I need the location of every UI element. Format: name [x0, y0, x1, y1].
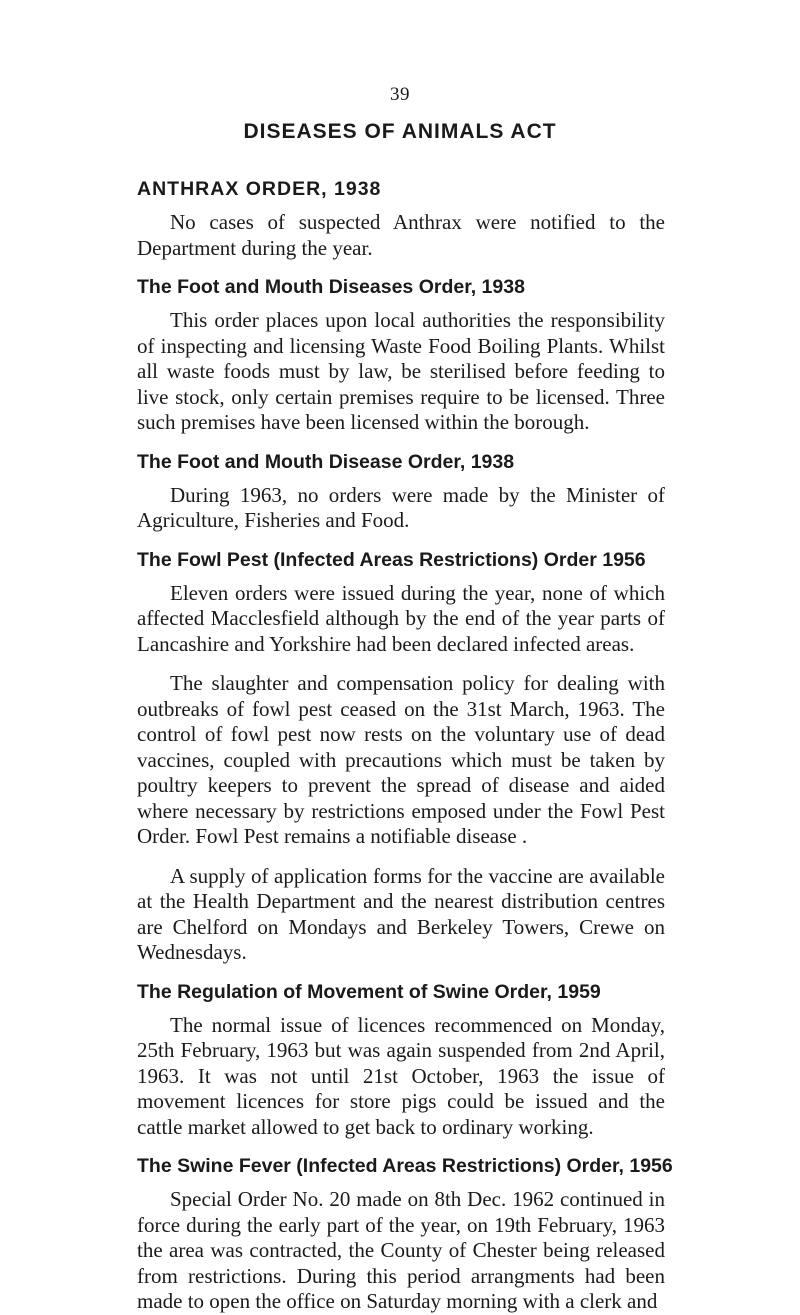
section-swine-fever-order — [137, 1153, 673, 1315]
section-foot-and-mouth-diseases-order — [137, 274, 665, 436]
section-foot-and-mouth-disease-order — [137, 449, 665, 534]
paragraph: The normal issue of licences recommenced on Monday, 25th February, 1963 but was again suspended from 2nd April, 1963. It was not until 21st October, 1963 the issue of movement licences for store pigs could be issued and the cattle market allowed to get back to ordinary working. — [137, 1012, 665, 1139]
section-heading: The Fowl Pest (Infected Areas Restrictions) Order 1956 — [137, 548, 646, 571]
paragraph: A supply of application forms for the vaccine are available at the Health Department and the nearest distribution centres are Chelford on Mondays and Berkeley Towers, Crewe on Wednesdays. — [137, 863, 665, 964]
paragraph: Eleven orders were issued during the year, none of which affected Macclesfield although by the end of the year parts of Lancashire and Yorkshire had been declared infected areas. — [137, 580, 665, 656]
section-heading: The Regulation of Movement of Swine Order, 1959 — [137, 980, 601, 1003]
section-heading: The Foot and Mouth Disease Order, 1938 — [137, 450, 515, 473]
section-anthrax-order — [137, 176, 665, 261]
paragraph: Special Order No. 20 made on 8th Dec. 1962 continued in force during the early part of the year, on 19th February, 1963 the area was contracted, the County of Chester being released from restrictions. During this period arrangments had been made to open the office on Saturday morning with a clerk and — [137, 1187, 665, 1313]
document-body — [137, 176, 673, 1315]
section-heading: ANTHRAX ORDER, 1938 — [137, 178, 382, 200]
section-heading: The Foot and Mouth Diseases Order, 1938 — [137, 276, 525, 298]
paragraph: This order places upon local authorities the responsibility of inspecting and licensing Waste Food Boiling Plants. Whilst all waste foods must by law, be sterilised before feeding to live stock, only certain premises require to be licensed. Three such premises have been licensed within the borough. — [137, 308, 665, 434]
paragraph: During 1963, no orders were made by the Minister of Agriculture, Fisheries and Food. — [137, 482, 665, 532]
section-fowl-pest-order — [137, 547, 665, 966]
paragraph: No cases of suspected Anthrax were notified to the Department during the year. — [137, 210, 665, 260]
page-title: DISEASES OF ANIMALS ACT — [243, 120, 557, 143]
page-number: 39 — [390, 84, 410, 105]
paragraph: The slaughter and compensation policy for dealing with outbreaks of fowl pest ceased on the 31st March, 1963. The control of fowl pest now rests on the voluntary use of dead vaccines, coupled with precautions which must be taken by poultry keepers to prevent the spread of disease and aided where necessary by restrictions emposed under the Fowl Pest Order. Fowl Pest remains a notifiable disease . — [137, 671, 665, 848]
section-movement-of-swine-order — [137, 979, 665, 1141]
section-heading: The Swine Fever (Infected Areas Restrictions) Order, 1956 — [137, 1155, 673, 1177]
